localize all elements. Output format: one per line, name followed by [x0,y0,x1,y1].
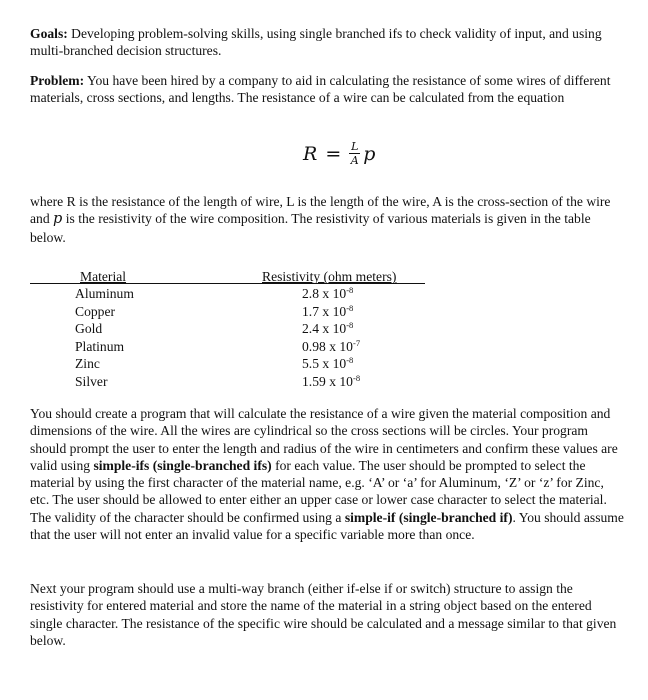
material-cell: Zinc [75,356,100,371]
goals-text: Developing problem-solving skills, using single branched ifs to check validity of input, and using multi-branched decision structures. [30,26,602,59]
equation-equals: = [325,142,342,165]
table-row [30,338,425,355]
resistivity-cell: 2.4 x $10^{-8}$ [302,320,354,336]
header-resistivity: Resistivity (ohm meters) [262,269,397,284]
program-description-paragraph [30,405,626,543]
resistivity-cell: 2.8 x $10^{-8}$ [302,285,354,301]
equation-fraction [349,141,360,166]
goals-label: Goals: [30,26,68,41]
where-paragraph [30,193,620,246]
where-text-b: is the resistivity of the wire composition. The resistivity of various materials is given in the table below. [30,211,591,245]
table-row [30,373,425,390]
table-header-rule [30,283,425,284]
equation-denominator: A [350,154,359,167]
equation-lhs: R [303,142,318,165]
material-cell: Copper [75,303,116,319]
material-cell: Platinum [75,338,125,354]
equation-rho: p [363,142,376,165]
material-cell: Silver [75,373,108,389]
table-row [30,285,425,302]
resistivity-cell: 5.5 x $10^{-8}$ [302,355,354,371]
material-cell: Aluminum [75,286,134,301]
inline-rho: p [53,211,63,228]
program1-text-3: . You should assume that the user will not enter an invalid value for a specific variable more than once. [30,509,624,543]
resistivity-cell: 0.98 x $10^{-7}$ [302,337,361,354]
header-material: Material [80,269,127,284]
program1-bold-2: simple-if (single-branched if) [344,509,513,525]
program1-text-2: for each value. The user should be prompted to select the material by using the first character of the material name, e.g. ‘A’ or ‘a’ for Aluminum, ‘Z’ or ‘z’ for Zinc, etc. The user should be allowed to enter either an upper case or lower case character to select the material. The validity of the character should be confirmed using a [30,457,607,525]
problem-text: You have been hired by a company to aid in calculating the resistance of some wires of different materials, cross sections, and lengths. The resistance of a wire can be calculated from the equation [30,73,611,106]
resistivity-cell: 1.7 x $10^{-8}$ [302,302,354,319]
program2-text: Next your program should use a multi-way branch (either if-else if or switch) structure to assign the resistivity for entered material and store the name of the material in a string object based on the entered single character. The resistance of the specific wire should be calculated and a message similar to that given below. [30,581,617,648]
table-row [30,355,425,372]
program1-text-1: You should create a program that will calculate the resistance of a wire given the material composition and dimensions of the wire. All the wires are cylindrical so the cross sections will be circles. Your program should prompt the user to enter the length and radius of the wire in centimeters and confirm these values are valid using [30,406,618,473]
goals-paragraph [30,25,620,60]
where-text-a: where R is the resistance of the length of wire, L is the length of the wire, A is the cross-section of the wire and [30,194,611,227]
resistivity-cell: 1.59 x $10^{-8}$ [302,372,361,389]
material-cell: Gold [75,321,103,336]
problem-paragraph [30,72,620,107]
program1-bold-1: simple-ifs (single-branched ifs) [93,457,272,473]
multiway-branch-paragraph [30,580,620,649]
table-row [30,303,425,320]
equation-numerator: L [351,140,359,153]
table-row [30,320,425,337]
problem-label: Problem: [30,73,85,88]
resistance-equation [303,141,375,166]
